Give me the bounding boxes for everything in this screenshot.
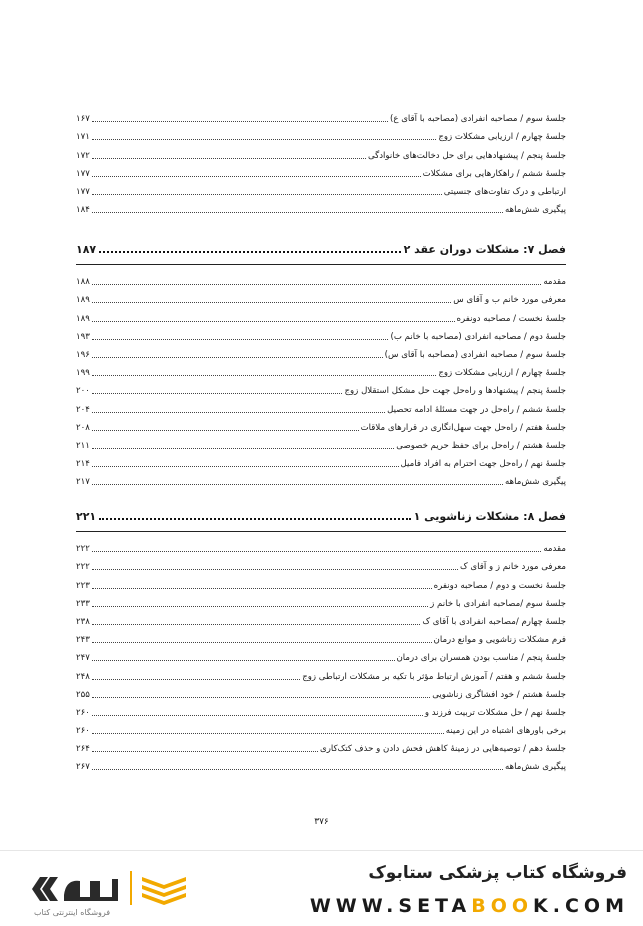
leader-dots <box>92 551 541 552</box>
toc-entry-title: جلسهٔ دوم / مصاحبه انفرادی (مصاحبه با خانم ب) <box>390 331 566 342</box>
leader-dots <box>92 139 436 140</box>
leader-dots <box>99 518 410 520</box>
toc-entry-title: جلسهٔ چهارم / ارزیابی مشکلات زوج <box>438 368 566 379</box>
toc-entry-page: ۱۸۹ <box>76 313 90 324</box>
toc-entry-page: ۱۷۲ <box>76 150 90 161</box>
toc-entry-title: ارتباطی و درک تفاوت‌های جنسیتی <box>443 186 566 197</box>
toc-section-continued <box>76 106 566 215</box>
toc-entry-title: جلسهٔ ششم / راه‌حل در جهت مسئلهٔ ادامه تحصیل <box>387 404 566 415</box>
toc-entry[interactable] <box>76 718 566 736</box>
leader-dots <box>92 357 383 358</box>
toc-entry-title: جلسهٔ دهم / توصیه‌هایی در زمینهٔ کاهش فحش دادن و حذف کتک‌کاری <box>319 744 566 755</box>
toc-entry-page: ۲۶۰ <box>76 726 90 737</box>
toc-entry-page: ۱۷۷ <box>76 168 90 179</box>
toc-entry[interactable] <box>76 663 566 681</box>
toc-entry-title: مقدمه <box>543 277 566 288</box>
leader-dots <box>92 212 503 213</box>
toc-entry-page: ۱۸۸ <box>76 277 90 288</box>
toc-entry-title: جلسهٔ پنجم / پیشنهادها و راه‌حل جهت حل مشکل استقلال زوج <box>344 386 566 397</box>
toc-entry[interactable] <box>76 572 566 590</box>
publisher-footer <box>0 850 643 926</box>
leader-dots <box>92 321 455 322</box>
toc-entry-title: جلسهٔ ششم و هفتم / آموزش ارتباط مؤثر با تکیه بر مشکلات ارتباطی زوج <box>302 671 566 682</box>
toc-entry[interactable] <box>76 269 566 287</box>
toc-entry[interactable] <box>76 682 566 700</box>
toc-entry-page: ۲۶۷ <box>76 762 90 773</box>
toc-entry[interactable] <box>76 536 566 554</box>
chapter-heading[interactable] <box>76 503 566 523</box>
setabook-logo[interactable] <box>30 867 200 922</box>
toc-entry-page: ۲۰۰ <box>76 386 90 397</box>
chapter-heading[interactable] <box>76 236 566 256</box>
toc-entry-title: جلسهٔ سوم / مصاحبه انفرادی (مصاحبه با آقای س) <box>384 349 566 360</box>
toc-entry-title: جلسهٔ سوم / مصاحبه انفرادی (مصاحبه با آقای ع) <box>389 114 566 125</box>
leader-dots <box>92 375 436 376</box>
toc-entry[interactable] <box>76 627 566 645</box>
toc-entry[interactable] <box>76 700 566 718</box>
toc-entry-title: برخی باورهای اشتباه در این زمینه <box>445 726 566 737</box>
toc-entry-title: جلسهٔ نخست و دوم / مصاحبه دونفره <box>433 580 566 591</box>
toc-entry-title: جلسهٔ چهارم /مصاحبه انفرادی با آقای ک <box>422 616 566 627</box>
toc-entry-page: ۱۸۹ <box>76 295 90 306</box>
toc-entry[interactable] <box>76 469 566 487</box>
leader-dots <box>92 121 388 122</box>
shop-url[interactable] <box>310 895 629 917</box>
leader-dots <box>92 448 394 449</box>
toc-entry[interactable] <box>76 645 566 663</box>
toc-entry[interactable] <box>76 142 566 160</box>
leader-dots <box>92 697 430 698</box>
leader-dots <box>92 588 432 589</box>
toc-entry-page: ۱۸۴ <box>76 205 90 216</box>
toc-entry-title: جلسهٔ نخست / مصاحبه دونفره <box>456 313 566 324</box>
toc-entry-title: پیگیری شش‌ماهه <box>504 762 566 773</box>
toc-entry[interactable] <box>76 396 566 414</box>
toc-entry[interactable] <box>76 591 566 609</box>
toc-entry-page: ۲۲۳ <box>76 580 90 591</box>
toc-entry-page: ۲۴۳ <box>76 635 90 646</box>
logo-subtitle: فروشگاه اینترنتی کتاب <box>34 908 111 917</box>
shop-name: فروشگاه کتاب پزشکی ستابوک <box>368 863 627 883</box>
leader-dots <box>92 466 399 467</box>
toc-entry[interactable] <box>76 415 566 433</box>
leader-dots <box>92 176 421 177</box>
chapter-page: ۲۲۱ <box>76 510 97 523</box>
toc-entry-page: ۱۷۱ <box>76 132 90 143</box>
toc-entry[interactable] <box>76 305 566 323</box>
toc-entry[interactable] <box>76 161 566 179</box>
toc-entry-page: ۲۳۸ <box>76 616 90 627</box>
toc-entry[interactable] <box>76 197 566 215</box>
toc-entry-page: ۲۴۷ <box>76 653 90 664</box>
leader-dots <box>92 284 541 285</box>
leader-dots <box>92 339 389 340</box>
toc-entry-title: جلسهٔ پنجم / پیشنهادهایی برای حل دخالت‌های خانوادگی <box>367 150 566 161</box>
url-part-3: K.COM <box>533 895 629 917</box>
toc-entry[interactable] <box>76 342 566 360</box>
toc-entry[interactable] <box>76 754 566 772</box>
chapter-divider <box>76 264 566 265</box>
toc-entry-page: ۲۱۷ <box>76 477 90 488</box>
leader-dots <box>92 715 423 716</box>
toc-entry-page: ۱۶۷ <box>76 114 90 125</box>
toc-entry-title: جلسهٔ پنجم / مناسب بودن همسران برای درمان <box>396 653 566 664</box>
toc-entry-page: ۲۱۴ <box>76 459 90 470</box>
toc-entry-title: جلسهٔ نهم / حل مشکلات تربیت فرزند و <box>424 707 566 718</box>
page-number: ۳۷۶ <box>314 817 329 827</box>
toc-entry-page: ۲۲۲ <box>76 562 90 573</box>
toc-entry-page: ۲۰۸ <box>76 422 90 433</box>
chapter-divider <box>76 531 566 532</box>
leader-dots <box>92 412 385 413</box>
toc-section-chapter-7 <box>76 236 566 487</box>
toc-entry[interactable] <box>76 433 566 451</box>
toc-entry-title: پیگیری شش‌ماهه <box>504 477 566 488</box>
leader-dots <box>92 302 451 303</box>
chapter-title: فصل ۸: مشکلات زناشویی ۱ <box>413 510 566 523</box>
toc-entry-page: ۲۵۵ <box>76 689 90 700</box>
leader-dots <box>92 733 444 734</box>
toc-entry[interactable] <box>76 609 566 627</box>
toc-entry[interactable] <box>76 736 566 754</box>
toc-entry[interactable] <box>76 287 566 305</box>
toc-entry-page: ۲۰۴ <box>76 404 90 415</box>
leader-dots <box>99 251 400 253</box>
toc-entry-page: ۲۶۰ <box>76 707 90 718</box>
toc-entry-title: مقدمه <box>543 544 566 555</box>
toc-entry-page: ۱۹۶ <box>76 349 90 360</box>
leader-dots <box>92 484 503 485</box>
toc-entry-title: فرم مشکلات زناشویی و موانع درمان <box>433 635 566 646</box>
toc-entry-page: ۱۹۹ <box>76 368 90 379</box>
leader-dots <box>92 393 343 394</box>
chapter-page: ۱۸۷ <box>76 243 97 256</box>
toc-entry-title: جلسهٔ هشتم / راه‌حل برای حفظ حریم خصوصی <box>396 440 566 451</box>
toc-entry-title: جلسهٔ چهارم / ارزیابی مشکلات زوج <box>438 132 566 143</box>
leader-dots <box>92 194 442 195</box>
leader-dots <box>92 751 318 752</box>
leader-dots <box>92 660 395 661</box>
toc-entry[interactable] <box>76 179 566 197</box>
toc-entry-title: پیگیری شش‌ماهه <box>504 205 566 216</box>
toc-entry[interactable] <box>76 378 566 396</box>
leader-dots <box>92 624 421 625</box>
toc-entry[interactable] <box>76 360 566 378</box>
leader-dots <box>92 606 428 607</box>
leader-dots <box>92 679 300 680</box>
toc-entry-page: ۲۱۱ <box>76 440 90 451</box>
toc-entry-title: جلسهٔ سوم /مصاحبه انفرادی با خانم ز <box>430 598 566 609</box>
toc-entry-title: معرفی مورد خانم ب و آقای س <box>453 295 566 306</box>
url-part-2: BOO <box>471 895 534 917</box>
toc-entry-page: ۲۳۳ <box>76 598 90 609</box>
toc-entry-page: ۲۶۴ <box>76 744 90 755</box>
url-part-1: WWW.SETA <box>309 895 472 917</box>
toc-entry-page: ۲۴۸ <box>76 671 90 682</box>
chapter-title: فصل ۷: مشکلات دوران عقد ۲ <box>403 243 566 256</box>
toc-entry-title: جلسهٔ نهم / راه‌حل جهت احترام به افراد فامیل <box>400 459 566 470</box>
toc-entry-page: ۱۷۷ <box>76 186 90 197</box>
toc-entry-title: جلسهٔ هشتم / خود افشاگری زناشویی <box>432 689 566 700</box>
toc-entry-page: ۱۹۳ <box>76 331 90 342</box>
toc-entry-title: جلسهٔ هفتم / راه‌حل جهت سهل‌انگاری در قرارهای ملاقات <box>360 422 566 433</box>
leader-dots <box>92 642 432 643</box>
leader-dots <box>92 158 366 159</box>
toc-section-chapter-8 <box>76 503 566 772</box>
toc-entry[interactable] <box>76 324 566 342</box>
toc-entry-page: ۲۲۲ <box>76 544 90 555</box>
toc-entry[interactable] <box>76 124 566 142</box>
toc-entry[interactable] <box>76 106 566 124</box>
toc-entry[interactable] <box>76 451 566 469</box>
leader-dots <box>92 769 503 770</box>
leader-dots <box>92 569 458 570</box>
toc-entry[interactable] <box>76 554 566 572</box>
toc-entry-title: معرفی مورد خانم ز و آقای ک <box>459 562 566 573</box>
toc-entry-title: جلسهٔ ششم / راهکارهایی برای مشکلات <box>422 168 566 179</box>
leader-dots <box>92 430 359 431</box>
